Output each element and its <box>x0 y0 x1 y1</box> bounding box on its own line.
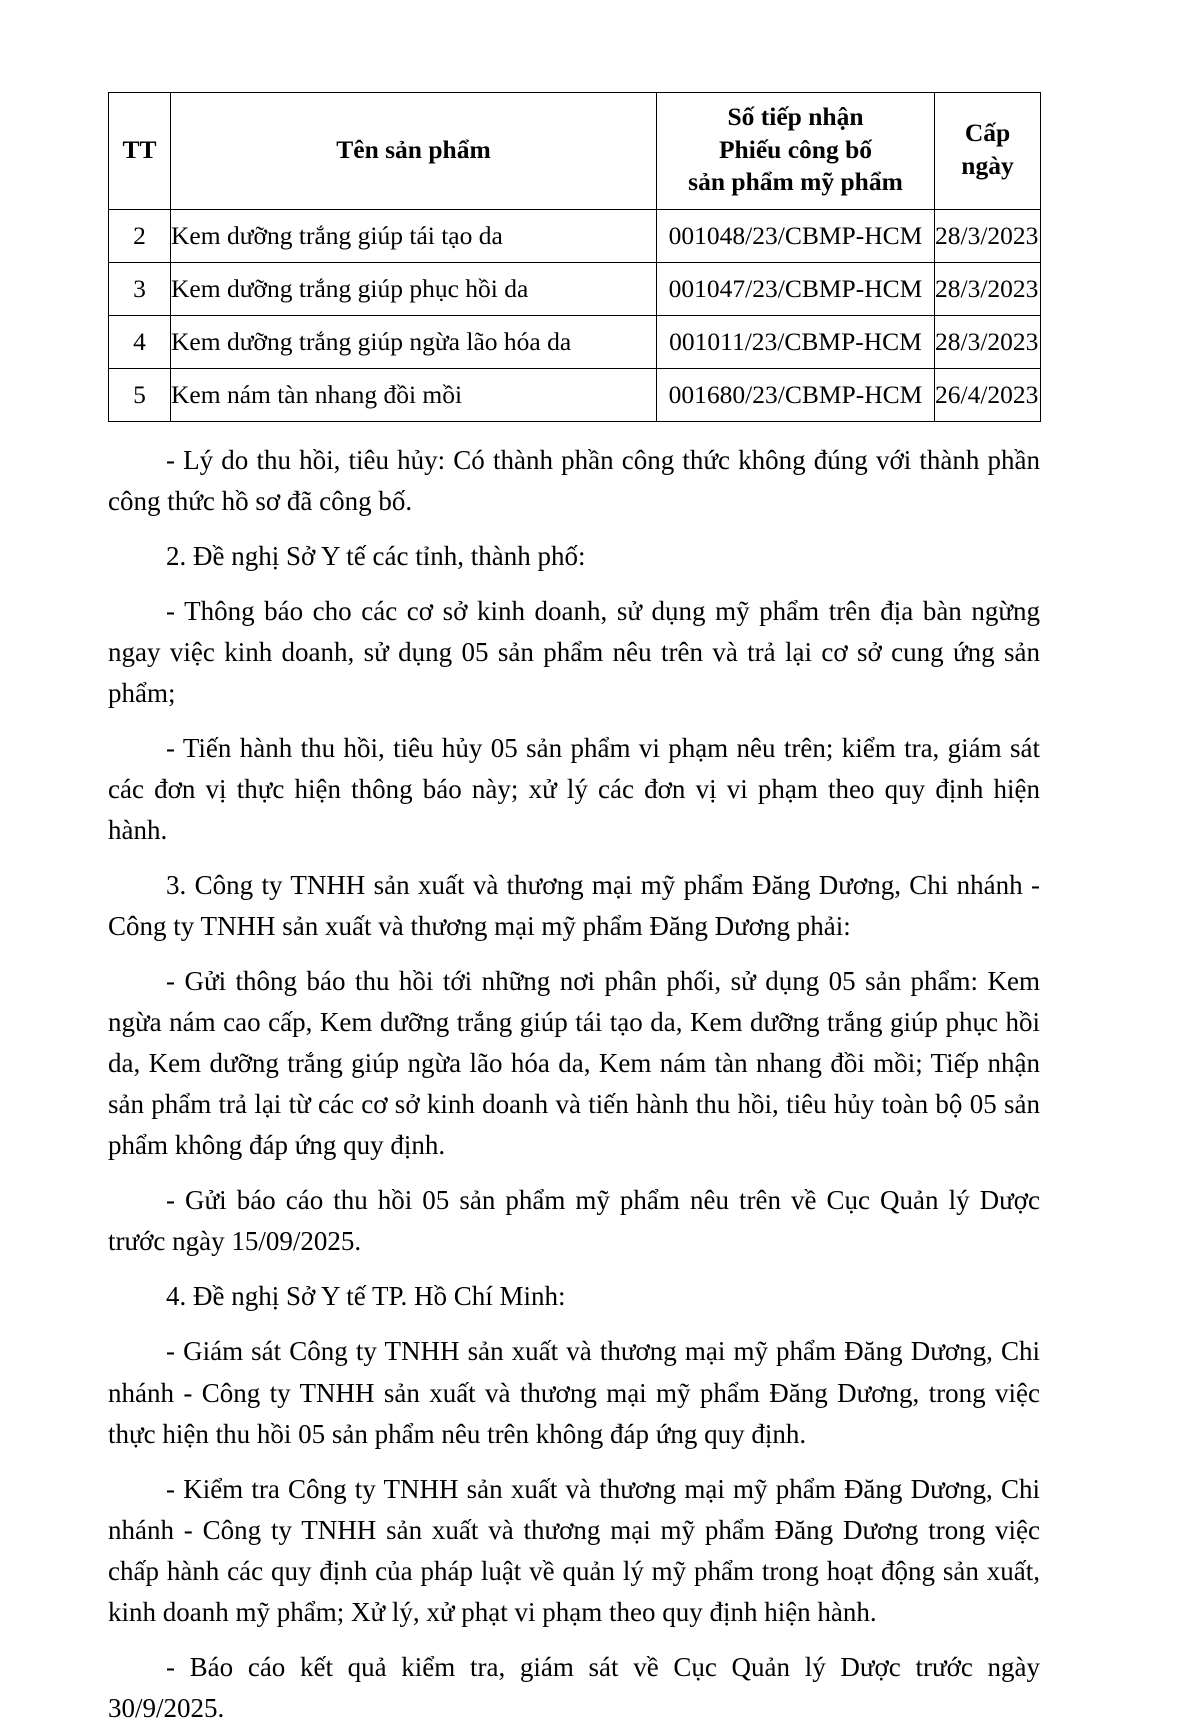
cell-receipt-number: 001048/23/CBMP-HCM <box>657 209 935 262</box>
table-row <box>109 368 1041 421</box>
table-row <box>109 262 1041 315</box>
cell-tt: 4 <box>109 315 171 368</box>
header-tt: TT <box>109 93 171 210</box>
header-receipt-number-line-3: sản phẩm mỹ phẩm <box>688 167 903 197</box>
cell-tt: 2 <box>109 209 171 262</box>
cell-product-name: Kem nám tàn nhang đồi mồi <box>171 368 657 421</box>
header-product-name: Tên sản phẩm <box>171 93 657 210</box>
header-receipt-number <box>657 93 935 210</box>
table-body <box>109 209 1041 421</box>
paragraph-inspect-company: - Kiểm tra Công ty TNHH sản xuất và thương mại mỹ phẩm Đăng Dương, Chi nhánh - Công ty TNHH sản xuất và thương mại mỹ phẩm Đăng Dương trong việc chấp hành các quy định của pháp luật về quản lý mỹ phẩm trong hoạt động sản xuất, kinh doanh mỹ phẩm; Xử lý, xử phạt vi phạm theo quy định hiện hành. <box>108 1473 1040 1627</box>
product-table <box>108 92 1041 422</box>
cell-receipt-number: 001011/23/CBMP-HCM <box>657 315 935 368</box>
table-header-row <box>109 93 1041 210</box>
cell-receipt-number: 001680/23/CBMP-HCM <box>657 368 935 421</box>
paragraph-notify-businesses: - Thông báo cho các cơ sở kinh doanh, sử dụng mỹ phẩm trên địa bàn ngừng ngay việc kinh doanh, sử dụng 05 sản phẩm nêu trên và trả lại cơ sở cung ứng sản phẩm; <box>108 595 1040 709</box>
cell-product-name: Kem dưỡng trắng giúp phục hồi da <box>171 262 657 315</box>
paragraph-report-results: - Báo cáo kết quả kiểm tra, giám sát về Cục Quản lý Dược trước ngày 30/9/2025. <box>108 1651 1040 1723</box>
table-row <box>109 315 1041 368</box>
cell-issue-date: 28/3/2023 <box>935 209 1041 262</box>
paragraph-conduct-recall: - Tiến hành thu hồi, tiêu hủy 05 sản phẩm vi phạm nêu trên; kiểm tra, giám sát các đơn vị thực hiện thông báo này; xử lý các đơn vị vi phạm theo quy định hiện hành. <box>108 733 1040 846</box>
cell-issue-date: 28/3/2023 <box>935 262 1041 315</box>
cell-receipt-number: 001047/23/CBMP-HCM <box>657 262 935 315</box>
paragraph-send-recall-notice: - Gửi thông báo thu hồi tới những nơi phân phối, sử dụng 05 sản phẩm: Kem ngừa nám cao cấp, Kem dưỡng trắng giúp tái tạo da, Kem dưỡng trắng giúp phục hồi da, Kem dưỡng trắng giúp ngừa lão hóa da, Kem nám tàn nhang đồi mồi; Tiếp nhận sản phẩm trả lại từ các cơ sở kinh doanh và tiến hành thu hồi, tiêu hủy toàn bộ 05 sản phẩm không đáp ứng quy định. <box>108 966 1040 1161</box>
paragraph-supervise-company: - Giám sát Công ty TNHH sản xuất và thương mại mỹ phẩm Đăng Dương, Chi nhánh - Công ty TNHH sản xuất và thương mại mỹ phẩm Đăng Dương, trong việc thực hiện thu hồi 05 sản phẩm nêu trên không đáp ứng quy định. <box>108 1336 1040 1449</box>
paragraph-section-2-heading: 2. Đề nghị Sở Y tế các tỉnh, thành phố: <box>166 540 586 571</box>
paragraph-section-4-heading: 4. Đề nghị Sở Y tế TP. Hồ Chí Minh: <box>166 1281 566 1312</box>
header-receipt-number-line-2: Phiếu công bố <box>718 134 873 164</box>
cell-issue-date: 26/4/2023 <box>935 368 1041 421</box>
cell-tt: 5 <box>109 368 171 421</box>
paragraph-send-report: - Gửi báo cáo thu hồi 05 sản phẩm mỹ phẩm nêu trên về Cục Quản lý Dược trước ngày 15/09/2025. <box>108 1185 1040 1257</box>
cell-product-name: Kem dưỡng trắng giúp tái tạo da <box>171 209 657 262</box>
header-receipt-number-line-1: Số tiếp nhận <box>727 102 864 131</box>
body-text <box>108 440 1040 1729</box>
paragraph-section-3-heading: 3. Công ty TNHH sản xuất và thương mại mỹ phẩm Đăng Dương, Chi nhánh - Công ty TNHH sản xuất và thương mại mỹ phẩm Đăng Dương phải: <box>108 870 1040 942</box>
cell-product-name: Kem dưỡng trắng giúp ngừa lão hóa da <box>171 315 657 368</box>
table-row <box>109 209 1041 262</box>
header-issue-date: Cấp ngày <box>935 93 1041 210</box>
cell-tt: 3 <box>109 262 171 315</box>
paragraph-recall-reason: - Lý do thu hồi, tiêu hủy: Có thành phần công thức không đúng với thành phần công thức hồ sơ đã công bố. <box>108 444 1040 516</box>
cell-issue-date: 28/3/2023 <box>935 315 1041 368</box>
